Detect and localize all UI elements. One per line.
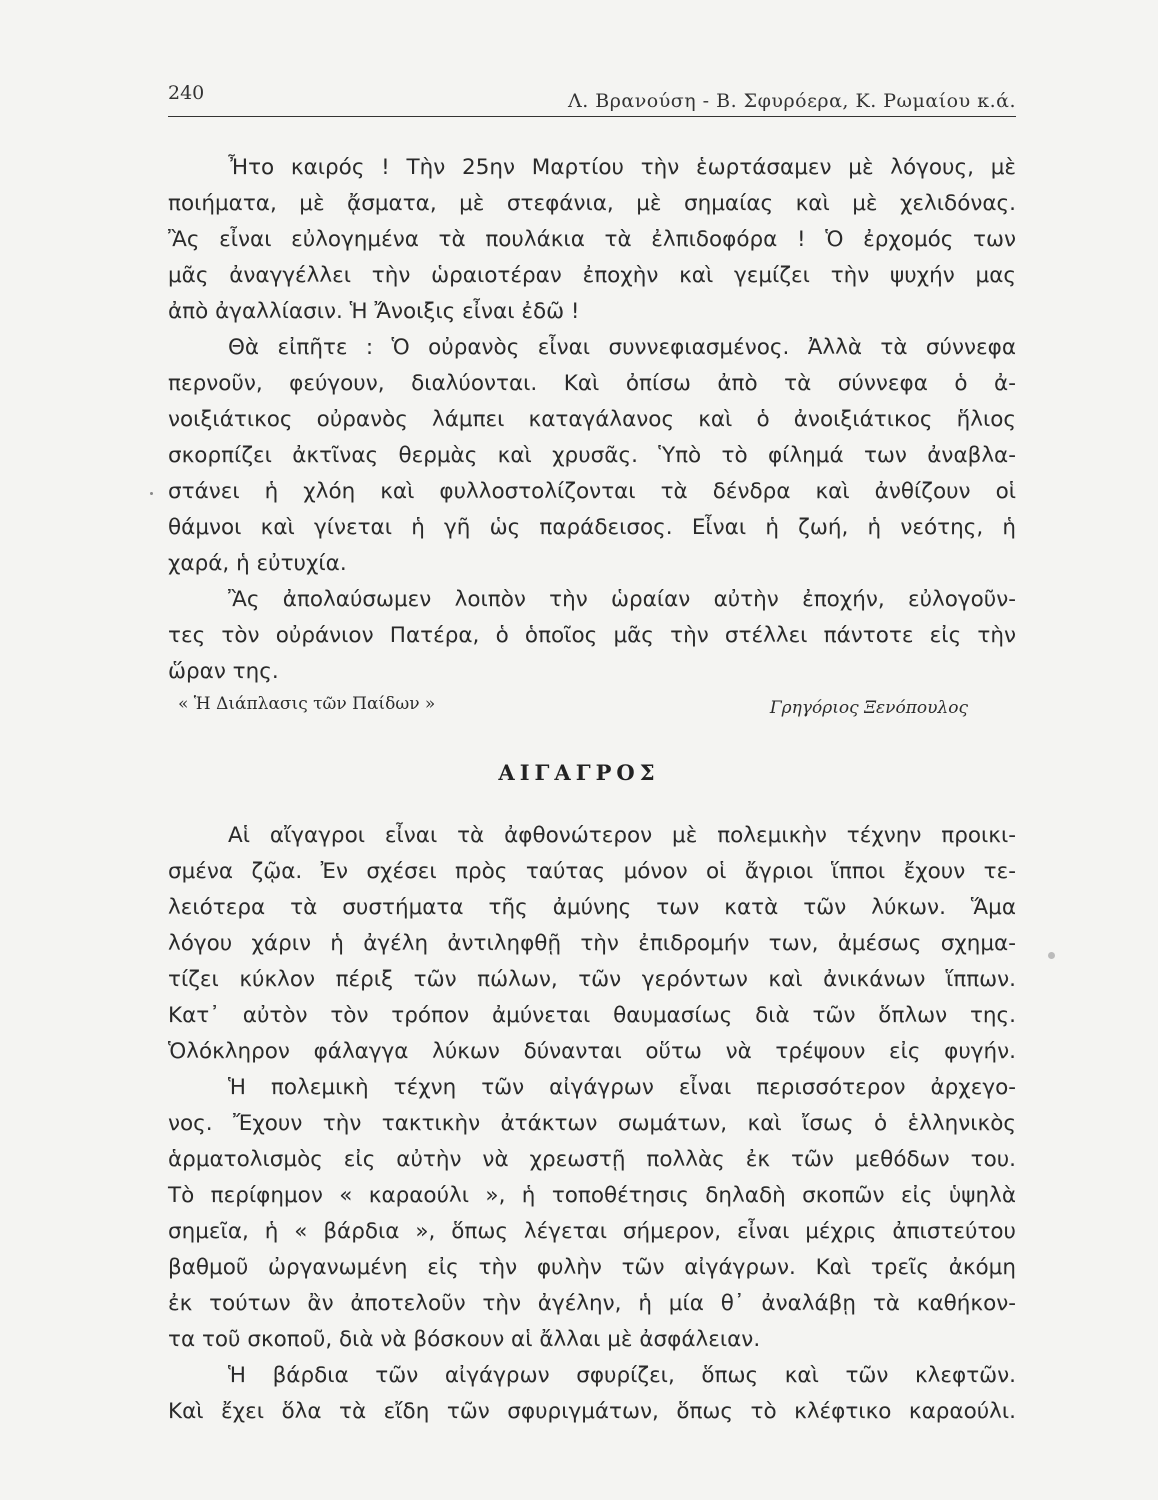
ink-speck (150, 492, 153, 495)
text-line: ἁρματολισμὸς εἰς αὐτὴν νὰ χρεωστῇ πολλὰς ἐκ τῶν μεθόδων του. (168, 1147, 1016, 1172)
text-line: Ἂς ἀπολαύσωμεν λοιπὸν τὴν ὡραίαν αὐτὴν ἐποχήν, εὐλογοῦν- (228, 587, 1016, 612)
text-line: Ἡ βάρδια τῶν αἰγάγρων σφυρίζει, ὅπως καὶ τῶν κλεφτῶν. (228, 1363, 1016, 1388)
text-line: ἀπὸ ἀγαλλίασιν. Ἡ Ἄνοιξις εἶναι ἐδῶ ! (168, 299, 580, 324)
passage-wild-goat (168, 818, 1016, 1430)
text-line: σμένα ζῷα. Ἐν σχέσει πρὸς ταύτας μόνον οἱ ἄγριοι ἵπποι ἔχουν τε- (168, 859, 1016, 884)
text-line: νος. Ἔχουν τὴν τακτικὴν ἀτάκτων σωμάτων, καὶ ἴσως ὁ ἑλληνικὸς (168, 1111, 1016, 1136)
text-line: Καὶ ἔχει ὅλα τὰ εἴδη τῶν σφυριγμάτων, ὅπως τὸ κλέφτικο καραούλι. (168, 1399, 1016, 1424)
running-title: Λ. Βρανούση - Β. Σφυρόερα, Κ. Ρωμαίου κ.ά. (567, 90, 1016, 112)
text-line: λόγου χάριν ἡ ἀγέλη ἀντιληφθῇ τὴν ἐπιδρομήν των, ἀμέσως σχημα- (168, 931, 1016, 956)
page-number: 240 (168, 82, 205, 104)
section-title: ΑΙΓΑΓΡΟΣ (498, 760, 660, 785)
text-line: Αἱ αἴγαγροι εἶναι τὰ ἀφθονώτερον μὲ πολεμικὴν τέχνην προικι- (228, 823, 1016, 848)
text-line: Ἦτο καιρός ! Τὴν 25ην Μαρτίου τὴν ἑωρτάσαμεν μὲ λόγους, μὲ (228, 155, 1016, 180)
text-line: σημεῖα, ἡ « βάρδια », ὅπως λέγεται σήμερον, εἶναι μέχρις ἀπιστεύτου (168, 1219, 1016, 1244)
text-line: τες τὸν οὐράνιον Πατέρα, ὁ ὁποῖος μᾶς τὴν στέλλει πάντοτε εἰς τὴν (168, 623, 1016, 648)
text-line: Τὸ περίφημον « καραούλι », ἡ τοποθέτησις δηλαδὴ σκοπῶν εἰς ὑψηλὰ (168, 1183, 1016, 1208)
text-line: λειότερα τὰ συστήματα τῆς ἀμύνης των κατὰ τῶν λύκων. Ἅμα (168, 895, 1016, 920)
text-line: Κατ᾿ αὐτὸν τὸν τρόπον ἀμύνεται θαυμασίως διὰ τῶν ὅπλων της. (168, 1003, 1016, 1028)
text-line: Ἂς εἶναι εὐλογημένα τὰ πουλάκια τὰ ἐλπιδοφόρα ! Ὁ ἐρχομός των (168, 227, 1016, 252)
text-line: νοιξιάτικος οὐρανὸς λάμπει καταγάλανος καὶ ὁ ἀνοιξιάτικος ἥλιος (168, 407, 1016, 432)
text-line: βαθμοῦ ὠργανωμένη εἰς τὴν φυλὴν τῶν αἰγάγρων. Καὶ τρεῖς ἀκόμη (168, 1255, 1016, 1280)
text-line: σκορπίζει ἀκτῖνας θερμὰς καὶ χρυσᾶς. Ὑπὸ τὸ φίλημά των ἀναβλα- (168, 443, 1016, 468)
text-line: Ὁλόκληρον φάλαγγα λύκων δύνανται οὕτω νὰ τρέψουν εἰς φυγήν. (168, 1039, 1016, 1064)
text-line: περνοῦν, φεύγουν, διαλύονται. Καὶ ὀπίσω ἀπὸ τὰ σύννεφα ὁ ἀ- (168, 371, 1016, 396)
text-line: μᾶς ἀναγγέλλει τὴν ὡραιοτέραν ἐποχὴν καὶ γεμίζει τὴν ψυχήν μας (168, 263, 1016, 288)
text-line: Ἡ πολεμικὴ τέχνη τῶν αἰγάγρων εἶναι περισσότερον ἀρχεγο- (228, 1075, 1016, 1100)
source-title: « Ἡ Διάπλασις τῶν Παίδων » (178, 694, 436, 714)
text-line: ἐκ τούτων ἂν ἀποτελοῦν τὴν ἀγέλην, ἡ μία θ᾿ ἀναλάβῃ τὰ καθήκον- (168, 1291, 1016, 1316)
author-name: Γρηγόριος Ξενόπουλος (769, 698, 968, 718)
text-line: στάνει ἡ χλόη καὶ φυλλοστολίζονται τὰ δένδρα καὶ ἀνθίζουν οἱ (168, 479, 1016, 504)
ink-speck (1048, 952, 1055, 959)
page-header (168, 76, 1016, 117)
text-line: θάμνοι καὶ γίνεται ἡ γῆ ὡς παράδεισος. Εἶναι ἡ ζωή, ἡ νεότης, ἡ (168, 515, 1016, 540)
text-line: Θὰ εἰπῆτε : Ὁ οὐρανὸς εἶναι συννεφιασμένος. Ἀλλὰ τὰ σύννεφα (228, 335, 1016, 360)
text-line: ὥραν της. (168, 659, 279, 684)
text-line: τα τοῦ σκοποῦ, διὰ νὰ βόσκουν αἱ ἄλλαι μὲ ἀσφάλειαν. (168, 1327, 761, 1352)
text-line: ποιήματα, μὲ ᾄσματα, μὲ στεφάνια, μὲ σημαίας καὶ μὲ χελιδόνας. (168, 191, 1016, 216)
passage-spring (168, 150, 1016, 690)
text-line: χαρά, ἡ εὐτυχία. (168, 551, 347, 576)
text-line: τίζει κύκλον πέριξ τῶν πώλων, τῶν γερόντων καὶ ἀνικάνων ἵππων. (168, 967, 1016, 992)
